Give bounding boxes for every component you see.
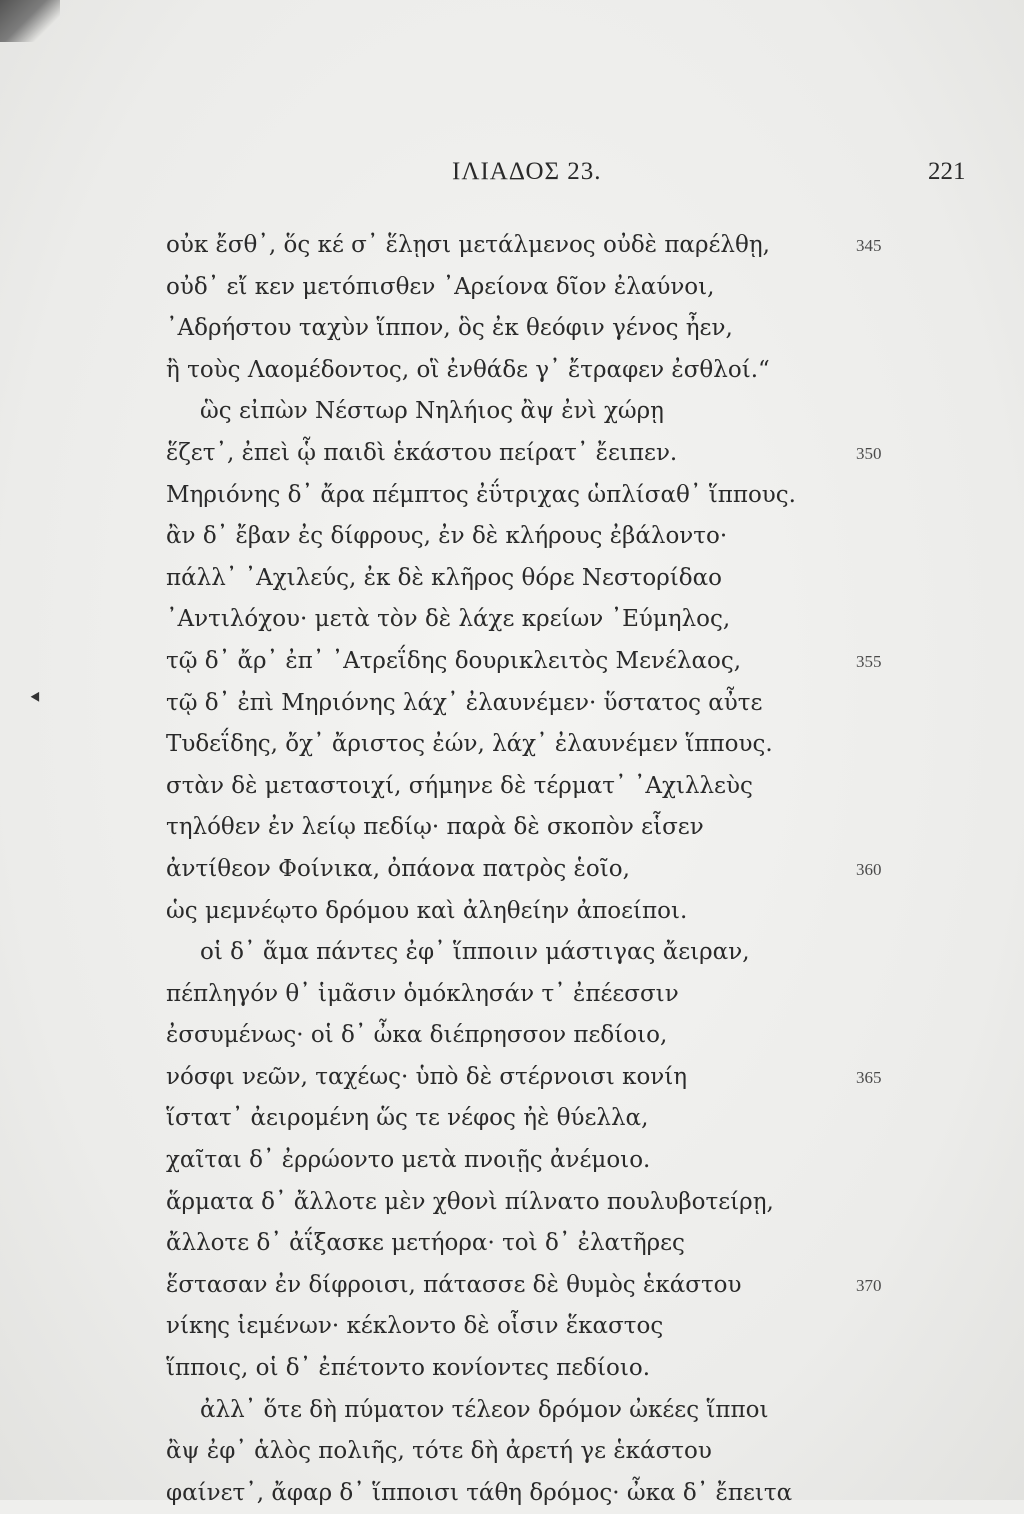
verse-text: νόσφι νεῶν, ταχέως· ὑπὸ δὲ στέρνοισι κονίη xyxy=(166,1063,688,1090)
verse-text: ἀλλ᾽ ὅτε δὴ πύματον τέλεον δρόμον ὠκέες ἵπποι xyxy=(200,1396,769,1423)
verse-text: ἕστασαν ἐν δίφροισι, πάτασσε δὲ θυμὸς ἑκάστου xyxy=(166,1271,742,1298)
verse-line xyxy=(0,1015,1024,1057)
verse-line xyxy=(0,807,1024,849)
verse-line xyxy=(0,891,1024,933)
margin-pointer-icon: ⯇ xyxy=(28,688,43,709)
verse-text: χαῖται δ᾽ ἐρρώοντο μετὰ πνοιῇς ἀνέμοιο. xyxy=(166,1147,651,1174)
line-number: 370 xyxy=(856,1275,882,1295)
verse-text: ἂν δ᾽ ἔβαν ἐς δίφρους, ἐν δὲ κλήρους ἐβάλοντο· xyxy=(166,523,728,550)
verse-line xyxy=(0,391,1024,433)
verse-text: Μηριόνης δ᾽ ἄρα πέμπτος ἐΰτριχας ὡπλίσαθ᾽ ἵππους. xyxy=(166,481,796,508)
verse-line xyxy=(0,641,1024,683)
verse-text: ᾽Αντιλόχου· μετὰ τὸν δὲ λάχε κρείων ᾽Εύμηλος, xyxy=(166,606,731,633)
verse-text: πέπληγόν θ᾽ ἱμᾶσιν ὁμόκλησάν τ᾽ ἐπέεσσιν xyxy=(166,980,679,1007)
verse-text: φαίνετ᾽, ἄφαρ δ᾽ ἵπποισι τάθη δρόμος· ὦκα δ᾽ ἔπειτα xyxy=(166,1479,793,1506)
verse-line xyxy=(0,724,1024,766)
verse-text: ἕζετ᾽, ἐπεὶ ᾧ παιδὶ ἑκάστου πείρατ᾽ ἔειπεν. xyxy=(166,439,678,466)
line-number: 360 xyxy=(856,859,882,879)
verse-text: ἵστατ᾽ ἀειρομένη ὥς τε νέφος ἠὲ θύελλα, xyxy=(166,1105,649,1132)
verse-line xyxy=(0,849,1024,891)
verse-line xyxy=(0,267,1024,309)
verse-text: οἱ δ᾽ ἅμα πάντες ἐφ᾽ ἵπποιιν μάστιγας ἄειραν, xyxy=(200,939,750,966)
verse-line xyxy=(0,475,1024,517)
verse-line xyxy=(0,433,1024,475)
verse-line xyxy=(0,558,1024,600)
verse-line xyxy=(0,974,1024,1016)
verse-line xyxy=(0,1057,1024,1099)
verse-line xyxy=(0,350,1024,392)
verse-line xyxy=(0,1306,1024,1348)
line-number: 350 xyxy=(856,443,882,463)
scan-corner-mark xyxy=(0,0,60,42)
verse-text: ἄλλοτε δ᾽ ἀΐξασκε μετήορα· τοὶ δ᾽ ἐλατῆρες xyxy=(166,1230,685,1257)
line-number: 345 xyxy=(856,236,882,255)
verse-line xyxy=(0,1140,1024,1182)
page-number: 221 xyxy=(928,158,966,185)
verse-line xyxy=(0,1182,1024,1224)
verse-text: ὣς εἰπὼν Νέστωρ Νηλήιος ἂψ ἐνὶ χώρῃ xyxy=(200,398,664,425)
verse-line xyxy=(0,1431,1024,1473)
verse-text: τῷ δ᾽ ἐπὶ Μηριόνης λάχ᾽ ἐλαυνέμεν· ὕστατος αὖτε xyxy=(166,689,763,716)
verse-line xyxy=(0,932,1024,974)
verse-text: οὐδ᾽ εἴ κεν μετόπισθεν ᾽Αρείονα δῖον ἐλαύνοι, xyxy=(166,273,715,300)
verse-line xyxy=(0,1348,1024,1390)
verse-text: ἢ τοὺς Λαομέδοντος, οἳ ἐνθάδε γ᾽ ἔτραφεν ἐσθλοί.“ xyxy=(166,356,770,383)
verse-text: στὰν δὲ μεταστοιχί, σήμηνε δὲ τέρματ᾽ ᾽Αχιλλεὺς xyxy=(166,772,753,799)
verse-text: ᾽Αδρήστου ταχὺν ἵππον, ὃς ἐκ θεόφιν γένος ἦεν, xyxy=(166,315,733,342)
verse-text: τηλόθεν ἐν λείῳ πεδίῳ· παρὰ δὲ σκοπὸν εἷσεν xyxy=(166,814,704,841)
verse-text: νίκης ἱεμένων· κέκλοντο δὲ οἷσιν ἕκαστος xyxy=(166,1313,664,1340)
verse-text: ἀντίθεον Φοίνικα, ὀπάονα πατρὸς ἑοῖο, xyxy=(166,855,630,882)
verse-line xyxy=(0,1098,1024,1140)
verse-line xyxy=(0,1265,1024,1307)
verse-line xyxy=(0,225,1024,267)
verse-text: οὐκ ἔσθ᾽, ὅς κέ σ᾽ ἕλῃσι μετάλμενος οὐδὲ παρέλθῃ, xyxy=(166,232,770,258)
verse-text: ἐσσυμένως· οἱ δ᾽ ὦκα διέπρησσον πεδίοιο, xyxy=(166,1022,668,1049)
verse-text: πάλλ᾽ ᾽Αχιλεύς, ἐκ δὲ κλῆρος θόρε Νεστορίδαο xyxy=(166,564,722,591)
verse-block xyxy=(0,225,1024,1514)
verse-line xyxy=(0,1223,1024,1265)
verse-text: τῷ δ᾽ ἄρ᾽ ἐπ᾽ ᾽Ατρεΐδης δουρικλειτὸς Μενέλαος, xyxy=(166,647,742,674)
line-number: 365 xyxy=(856,1067,882,1087)
verse-text: ἵπποις, οἱ δ᾽ ἐπέτοντο κονίοντες πεδίοιο. xyxy=(166,1355,651,1382)
verse-text: Τυδεΐδης, ὄχ᾽ ἄριστος ἐών, λάχ᾽ ἐλαυνέμεν ἵππους. xyxy=(166,731,773,758)
line-number: 355 xyxy=(856,651,882,671)
running-title: ΙΛΙΑΔΟΣ 23. xyxy=(452,158,602,185)
verse-text: ὡς μεμνέῳτο δρόμου καὶ ἀληθείην ἀποείποι. xyxy=(166,897,688,924)
verse-line xyxy=(0,1390,1024,1432)
verse-line xyxy=(0,766,1024,808)
verse-text: ἅρματα δ᾽ ἄλλοτε μὲν χθονὶ πίλνατο πουλυβοτείρῃ, xyxy=(166,1188,774,1215)
verse-line xyxy=(0,683,1024,725)
verse-line xyxy=(0,516,1024,558)
verse-line xyxy=(0,308,1024,350)
verse-line xyxy=(0,599,1024,641)
verse-line xyxy=(0,1473,1024,1514)
verse-text: ἂψ ἐφ᾽ ἁλὸς πολιῆς, τότε δὴ ἀρετή γε ἑκάστου xyxy=(166,1438,712,1465)
